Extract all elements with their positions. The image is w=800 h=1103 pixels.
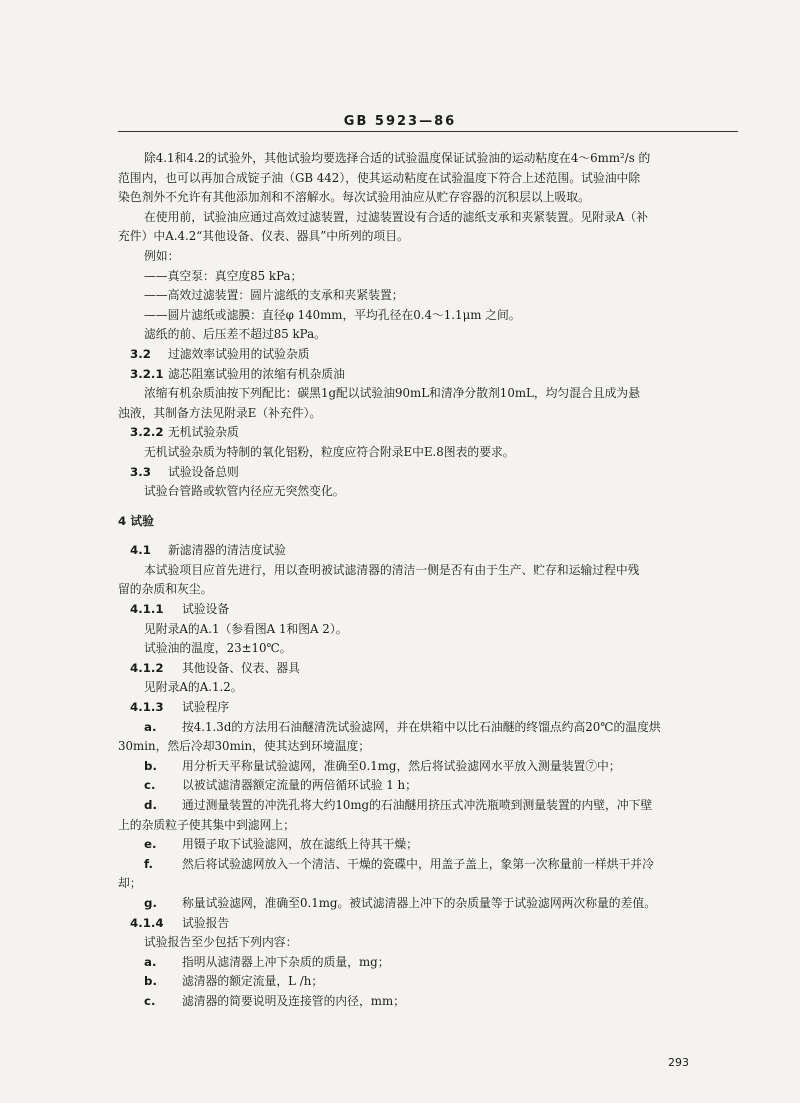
line-text: 指明从滤清器上冲下杂质的质量，mg； — [182, 954, 390, 969]
text-line — [118, 639, 740, 659]
line-text: 试验报告 — [182, 915, 230, 930]
line-text: 称量试验滤网，准确至0.1mg。被试滤清器上冲下的杂质量等于试验滤网两次称量的差值。 — [182, 895, 656, 910]
text-line — [118, 404, 740, 424]
clause-number: 4.1.2 — [130, 660, 164, 675]
text-line — [118, 208, 740, 228]
line-text: 滤清器的额定流量，L /h； — [182, 974, 324, 989]
clause-line — [118, 423, 740, 443]
line-text: 试验设备总则 — [168, 464, 239, 479]
line-text: 除4.1和4.2的试验外，其他试验均要选择合适的试验温度保证试验油的运动粘度在4～6mm²/s 的 — [144, 151, 651, 165]
clause-line — [118, 776, 740, 796]
line-text: 充件）中A.4.2“其他设备、仪表、器具”中所列的项目。 — [118, 229, 409, 244]
clause-line — [118, 894, 740, 914]
clause-number: b. — [144, 974, 157, 989]
clause-number: c. — [144, 778, 156, 793]
text-line — [118, 267, 740, 287]
line-text: 滤清器的简要说明及连接管的内径，mm； — [182, 993, 405, 1008]
standard-code-header: GB 5923—86 — [343, 114, 457, 129]
clause-number: 4.1.4 — [130, 915, 164, 930]
text-line — [118, 149, 740, 169]
clause-line — [118, 345, 740, 365]
header-rule — [118, 131, 738, 132]
clause-line — [118, 463, 740, 483]
section-heading — [118, 512, 740, 532]
line-text: 过滤效率试验用的试验杂质 — [168, 346, 310, 361]
clause-number: 3.3 — [130, 464, 151, 479]
text-line — [118, 227, 740, 247]
line-text: 试验油的温度，23±10℃。 — [144, 641, 292, 656]
line-text: 例如： — [144, 248, 180, 263]
clause-number: a. — [144, 954, 157, 969]
line-text: 却； — [118, 876, 142, 891]
line-text: 见附录A的A.1.2。 — [144, 680, 243, 695]
clause-number: a. — [144, 719, 157, 734]
line-text: 试验报告至少包括下列内容： — [144, 935, 298, 950]
text-line — [118, 325, 740, 345]
clause-line — [118, 835, 740, 855]
clause-line — [118, 757, 740, 777]
line-text: ——圆片滤纸或滤膜：直径φ 140mm，平均孔径在0.4～1.1μm 之间。 — [144, 307, 521, 322]
clause-line — [118, 718, 740, 738]
line-text: 30min，然后冷却30min，使其达到环境温度； — [118, 739, 371, 754]
line-text: 按4.1.3d的方法用石油醚清洗试验滤网，并在烘箱中以比石油醚的终馏点约高20℃的温度烘 — [182, 719, 661, 734]
text-line — [118, 561, 740, 581]
text-line — [118, 580, 740, 600]
clause-number: 4.1 — [130, 543, 151, 558]
clause-line — [118, 541, 740, 561]
clause-number: 4.1.1 — [130, 602, 164, 617]
line-text: ——真空泵：真空度85 kPa； — [144, 268, 303, 283]
line-text: 本试验项目应首先进行，用以查明被试滤清器的清洁一侧是否有由于生产、贮存和运输过程中残 — [144, 562, 640, 577]
text-line — [118, 933, 740, 953]
clause-number: 3.2 — [130, 346, 151, 361]
clause-number: g. — [144, 895, 157, 910]
text-line — [118, 384, 740, 404]
clause-number: d. — [144, 798, 157, 812]
clause-number: 3.2.2 — [130, 425, 164, 440]
text-line — [118, 306, 740, 326]
line-text: 以被试滤清器额定流量的两倍循环试验 1 h； — [182, 778, 417, 793]
line-text: 试验台管路或软管内径应无突然变化。 — [144, 484, 345, 499]
line-text: 无机试验杂质为特制的氧化铝粉，粒度应符合附录E中E.8图表的要求。 — [144, 444, 515, 459]
text-line — [118, 678, 740, 698]
line-text: 其他设备、仪表、器具 — [182, 660, 300, 675]
line-text: 见附录A的A.1（参看图A 1和图A 2）。 — [144, 621, 348, 636]
line-text: 浓缩有机杂质油按下列配比：碳黑1g配以试验油90mL和清净分散剂10mL，均匀混合且成为悬 — [144, 386, 641, 401]
clause-line — [118, 953, 740, 973]
clause-number: f. — [144, 856, 153, 871]
spacer — [118, 531, 740, 541]
text-line — [118, 816, 740, 836]
text-line — [118, 286, 740, 306]
text-line — [118, 247, 740, 267]
line-text: 滤芯阻塞试验用的浓缩有机杂质油 — [168, 366, 345, 381]
text-line — [118, 482, 740, 502]
line-text: 通过测量装置的冲洗孔将大约10mg的石油醚用挤压式冲洗瓶喷到测量装置的内壁，冲下壁 — [182, 798, 653, 812]
clause-line — [118, 796, 740, 816]
line-text: 用分析天平称量试验滤网，准确至0.1mg，然后将试验滤网水平放入测量装置⑦中； — [182, 758, 621, 773]
text-line — [118, 188, 740, 208]
clause-line — [118, 914, 740, 934]
clause-number: 3.2.1 — [130, 366, 164, 381]
clause-line — [118, 659, 740, 679]
clause-line — [118, 972, 740, 992]
line-text: 无机试验杂质 — [168, 425, 239, 440]
line-text: 染色剂外不允许有其他添加剂和不溶解水。每次试验用油应从贮存容器的沉积层以上吸取。 — [118, 190, 590, 205]
line-text: 范围内，也可以再加合成锭子油（GB 442），使其运动粘度在试验温度下符合上述范围。试验油中除 — [118, 170, 641, 185]
clause-number: b. — [144, 758, 157, 773]
text-line — [118, 874, 740, 894]
text-line — [118, 443, 740, 463]
clause-number: c. — [144, 993, 156, 1008]
line-text: 上的杂质粒子使其集中到滤网上； — [118, 817, 295, 832]
text-line — [118, 737, 740, 757]
clause-line — [118, 698, 740, 718]
line-text: 浊液，其制备方法见附录E（补充件）。 — [118, 405, 322, 420]
line-text: 试验程序 — [182, 700, 230, 715]
line-text: 滤纸的前、后压差不超过85 kPa。 — [144, 327, 326, 342]
line-text: ——高效过滤装置：圆片滤纸的支承和夹紧装置； — [144, 288, 404, 303]
line-text: 试验设备 — [182, 602, 230, 617]
text-line — [118, 169, 740, 189]
line-text: 4 试验 — [118, 513, 154, 528]
clause-number: 4.1.3 — [130, 700, 164, 715]
clause-line — [118, 992, 740, 1012]
text-line — [118, 620, 740, 640]
line-text: 留的杂质和灰尘。 — [118, 582, 213, 597]
line-text: 新滤清器的清洁度试验 — [168, 543, 286, 558]
line-text: 然后将试验滤网放入一个清洁、干燥的瓷碟中，用盖子盖上，象第一次称量前一样烘干并冷 — [182, 856, 654, 871]
page-number: 293 — [668, 1056, 689, 1069]
spacer — [118, 502, 740, 512]
line-text: 在使用前，试验油应通过高效过滤装置，过滤装置设有合适的滤纸支承和夹紧装置。见附录A（补 — [144, 209, 648, 224]
clause-line — [118, 855, 740, 875]
clause-number: e. — [144, 837, 157, 852]
clause-line — [118, 365, 740, 385]
clause-line — [118, 600, 740, 620]
line-text: 用镊子取下试验滤网，放在滤纸上待其干燥； — [182, 837, 418, 852]
document-body — [118, 149, 740, 1012]
